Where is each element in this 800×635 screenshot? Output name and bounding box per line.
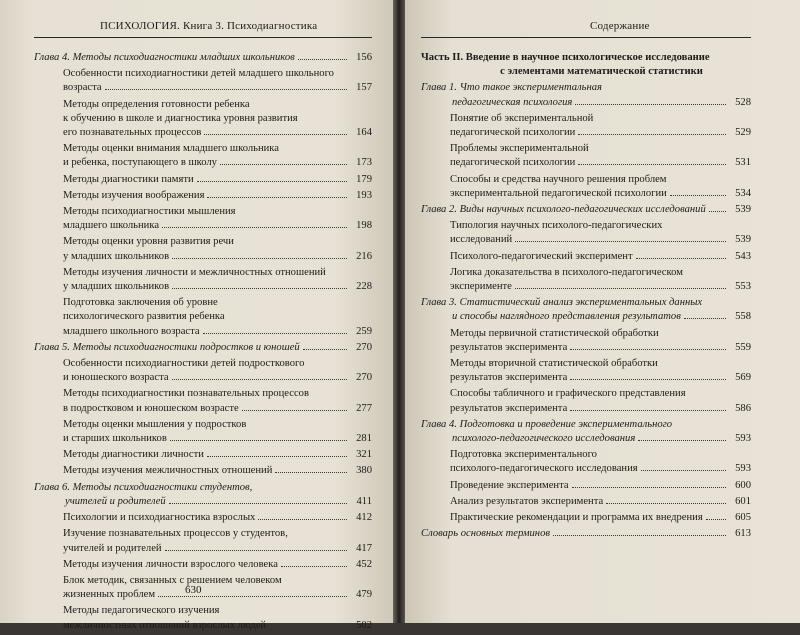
entry-title: Психолого-педагогический эксперимент [450, 250, 633, 262]
dot-leader [709, 211, 726, 212]
entry-title: у младших школьников [63, 250, 170, 262]
dot-leader [207, 456, 347, 457]
toc-chapter-entry [421, 81, 751, 109]
entry-title: Практические рекомендации и программа их внедрения [450, 512, 703, 524]
toc-chapter-entry [421, 418, 751, 446]
dot-leader [303, 349, 347, 350]
entry-page-number: 529 [735, 127, 751, 139]
entry-title: учителей и родителей [63, 542, 162, 554]
toc-list [34, 51, 372, 635]
dot-leader [515, 288, 726, 289]
dot-leader [172, 258, 347, 259]
dot-leader [158, 596, 347, 597]
dot-leader [684, 318, 726, 319]
dot-leader [606, 503, 726, 504]
entry-page-number: 228 [356, 281, 372, 293]
dot-leader [207, 197, 347, 198]
entry-page-number: 417 [356, 542, 372, 554]
toc-section-entry [421, 357, 751, 385]
entry-title: Методы изучения межличностных отношений [63, 465, 273, 477]
dot-leader [169, 503, 347, 504]
entry-page-number: 380 [356, 465, 372, 477]
entry-page-number: 164 [356, 127, 372, 139]
entry-title: Методы определения готовности ребенка [63, 98, 250, 110]
dot-leader [220, 164, 347, 165]
dot-leader [172, 379, 347, 380]
entry-page-number: 593 [735, 433, 751, 445]
entry-title: Методы педагогического изучения [63, 605, 220, 617]
dot-leader [298, 59, 347, 60]
entry-page-number: 277 [356, 402, 372, 414]
toc-section-entry [34, 448, 372, 462]
toc-section-entry [421, 173, 751, 201]
entry-title: Изучение познавательных процессов у студентов, [63, 528, 288, 540]
dot-leader [575, 104, 726, 105]
entry-page-number: 321 [356, 449, 372, 461]
entry-title: к обучению в школе и диагностика уровня развития [63, 112, 298, 124]
toc-section-entry [34, 574, 372, 602]
left-page [0, 0, 393, 631]
entry-title: Словарь основных терминов [421, 528, 550, 540]
dot-leader [670, 195, 726, 196]
book-gutter [393, 0, 405, 623]
entry-title: и ребенка, поступающего в школу [63, 157, 217, 169]
entry-title: Глава 2. Виды научных психолого-педагогических исследований [421, 204, 706, 216]
entry-page-number: 502 [356, 619, 372, 631]
entry-page-number: 270 [356, 341, 372, 353]
dot-leader [105, 89, 347, 90]
entry-page-number: 601 [735, 495, 751, 507]
entry-title: Часть II. Введение в научное психологическое исследование [421, 52, 710, 63]
entry-page-number: 216 [356, 250, 372, 262]
entry-title: Глава 1. Что такое экспериментальная [421, 82, 602, 94]
dot-leader [641, 470, 726, 471]
toc-section-entry [421, 511, 751, 525]
entry-title: Глава 4. Подготовка и проведение экспериментального [421, 418, 673, 430]
entry-title: Особенности психодиагностики детей младшего школьного [63, 68, 334, 80]
entry-title: у младших школьников [63, 281, 170, 293]
dot-leader [570, 410, 726, 411]
toc-section-entry [34, 527, 372, 555]
toc-chapter-entry [34, 481, 372, 509]
entry-title: педагогической психологии [450, 157, 576, 169]
entry-title: Методы изучения личности взрослого человека [63, 558, 278, 570]
dot-leader [578, 134, 726, 135]
entry-page-number: 534 [735, 187, 751, 199]
entry-title: Глава 6. Методы психодиагностики студентов, [34, 481, 253, 493]
entry-title: Понятие об экспериментальной [450, 112, 594, 124]
header-rule [34, 37, 372, 38]
entry-title: педагогической психологии [450, 127, 576, 139]
entry-title: Анализ результатов эксперимента [450, 495, 604, 507]
toc-section-entry [34, 205, 372, 233]
toc-section-entry [34, 296, 372, 339]
entry-title: Глава 3. Статистический анализ экспериментальных данных [421, 297, 703, 309]
entry-title: Типология научных психолого-педагогических [450, 220, 663, 232]
page-number: 630 [185, 584, 202, 596]
toc-section-entry [34, 189, 372, 203]
entry-title: с элементами математической статистики [500, 66, 703, 78]
toc-section-entry [421, 479, 751, 493]
entry-title: младшего школьного возраста [63, 325, 200, 337]
entry-page-number: 193 [356, 189, 372, 201]
dot-leader [515, 241, 726, 242]
toc-section-entry [34, 464, 372, 478]
entry-title: психолого-педагогического исследования [450, 463, 638, 475]
toc-chapter-entry [34, 51, 372, 65]
dot-leader [636, 258, 726, 259]
entry-title: межличностных отношений взрослых людей [63, 619, 267, 631]
entry-title: эксперименте [450, 281, 512, 293]
dot-leader [162, 227, 347, 228]
entry-title: результатов эксперимента [450, 372, 568, 384]
dot-leader [572, 487, 726, 488]
toc-part-heading [421, 51, 751, 79]
toc-section-entry [34, 604, 372, 632]
toc-section-entry [421, 219, 751, 247]
dot-leader [269, 627, 347, 628]
entry-title: и способы наглядного представления результатов [452, 311, 681, 323]
entry-title: в подростковом и юношеском возрасте [63, 402, 239, 414]
header-rule [421, 37, 751, 38]
entry-title: Логика доказательства в психолого-педагогическом [450, 266, 683, 278]
entry-page-number: 605 [735, 512, 751, 524]
dot-leader [570, 349, 726, 350]
toc-section-entry [421, 387, 751, 415]
entry-page-number: 528 [735, 96, 751, 108]
entry-title: Методы изучения воображения [63, 189, 205, 201]
entry-title: исследований [450, 234, 513, 246]
dot-leader [570, 379, 726, 380]
dot-leader [578, 164, 726, 165]
entry-title: Методы вторичной статистической обработки [450, 358, 658, 370]
entry-title: Глава 5. Методы психодиагностики подростков и юношей [34, 341, 300, 353]
toc-section-entry [421, 112, 751, 140]
entry-page-number: 553 [735, 281, 751, 293]
toc-section-entry [34, 357, 372, 385]
entry-title: учителей и родителей [65, 495, 166, 507]
entry-page-number: 586 [735, 402, 751, 414]
toc-section-entry [34, 235, 372, 263]
toc-section-entry [34, 142, 372, 170]
entry-title: младшего школьника [63, 220, 160, 232]
toc-section-entry [421, 448, 751, 476]
entry-page-number: 411 [356, 495, 372, 507]
entry-title: возраста [63, 82, 102, 94]
right-page [405, 0, 800, 623]
entry-title: Подготовка экспериментального [450, 449, 597, 461]
entry-page-number: 539 [735, 234, 751, 246]
entry-page-number: 531 [735, 157, 751, 169]
dot-leader [170, 440, 347, 441]
toc-section-entry [421, 142, 751, 170]
toc-section-entry [34, 98, 372, 141]
entry-page-number: 479 [356, 589, 372, 601]
entry-title: жизненных проблем [63, 589, 156, 601]
entry-page-number: 452 [356, 558, 372, 570]
dot-leader [706, 519, 726, 520]
entry-page-number: 569 [735, 372, 751, 384]
toc-list [421, 51, 751, 544]
entry-page-number: 157 [356, 82, 372, 94]
toc-section-entry [34, 173, 372, 187]
toc-chapter-entry [421, 527, 751, 541]
entry-title: его познавательных процессов [63, 127, 202, 139]
dot-leader [275, 472, 347, 473]
entry-title: и юношеского возраста [63, 372, 169, 384]
entry-page-number: 412 [356, 512, 372, 524]
entry-page-number: 281 [356, 433, 372, 445]
toc-chapter-entry [421, 296, 751, 324]
entry-title: Методы психодиагностики познавательных процессов [63, 388, 309, 400]
entry-page-number: 179 [356, 173, 372, 185]
entry-title: психологического развития ребенка [63, 311, 225, 323]
dot-leader [281, 566, 347, 567]
toc-section-entry [421, 495, 751, 509]
entry-page-number: 613 [735, 528, 751, 540]
entry-title: и старших школьников [63, 433, 167, 445]
dot-leader [197, 181, 347, 182]
dot-leader [258, 519, 347, 520]
dot-leader [638, 440, 726, 441]
entry-title: экспериментальной педагогической психологии [450, 187, 667, 199]
entry-page-number: 198 [356, 220, 372, 232]
dot-leader [204, 134, 347, 135]
entry-title: Методы первичной статистической обработки [450, 327, 659, 339]
toc-section-entry [34, 67, 372, 95]
toc-section-entry [34, 511, 372, 525]
dot-leader [203, 333, 347, 334]
entry-page-number: 270 [356, 372, 372, 384]
entry-title: Методы психодиагностики мышления [63, 206, 236, 218]
toc-section-entry [34, 266, 372, 294]
entry-title: Методы диагностики личности [63, 449, 204, 461]
toc-section-entry [421, 327, 751, 355]
entry-title: Методы оценки уровня развития речи [63, 236, 234, 248]
dot-leader [553, 535, 726, 536]
entry-page-number: 558 [735, 311, 751, 323]
entry-title: Глава 4. Методы психодиагностики младших школьников [34, 52, 295, 63]
dot-leader [242, 410, 347, 411]
entry-title: Особенности психодиагностики детей подросткового [63, 358, 305, 370]
entry-page-number: 600 [735, 479, 751, 491]
toc-section-entry [34, 418, 372, 446]
entry-title: Способы и средства научного решения проблем [450, 173, 667, 185]
entry-title: психолого-педагогического исследования [452, 433, 636, 445]
toc-chapter-entry [34, 341, 372, 355]
entry-page-number: 593 [735, 463, 751, 475]
entry-title: результатов эксперимента [450, 341, 568, 353]
entry-title: Психологии и психодиагностика взрослых [63, 512, 256, 524]
toc-section-entry [421, 250, 751, 264]
entry-title: результатов эксперимента [450, 402, 568, 414]
entry-title: Блок методик, связанных с решением человеком [63, 574, 282, 586]
entry-page-number: 539 [735, 204, 751, 216]
running-head: ПСИХОЛОГИЯ. Книга 3. Психодиагностика [100, 20, 318, 32]
toc-section-entry [34, 558, 372, 572]
entry-title: Методы изучения личности и межличностных отношений [63, 266, 326, 278]
entry-title: педагогическая психология [452, 96, 573, 108]
entry-title: Способы табличного и графического представления [450, 388, 686, 400]
entry-title: Методы диагностики памяти [63, 173, 194, 185]
entry-title: Подготовка заключения об уровне [63, 297, 218, 309]
entry-page-number: 259 [356, 325, 372, 337]
entry-title: Проблемы экспериментальной [450, 143, 589, 155]
entry-page-number: 156 [356, 52, 372, 63]
dot-leader [172, 288, 347, 289]
dot-leader [165, 550, 347, 551]
entry-title: Методы оценки мышления у подростков [63, 418, 247, 430]
toc-section-entry [421, 266, 751, 294]
entry-page-number: 173 [356, 157, 372, 169]
running-head: Содержание [590, 20, 650, 32]
entry-title: Проведение эксперимента [450, 479, 569, 491]
toc-chapter-entry [421, 203, 751, 217]
entry-page-number: 559 [735, 341, 751, 353]
toc-section-entry [34, 387, 372, 415]
entry-title: Методы оценки внимания младшего школьника [63, 143, 279, 155]
entry-page-number: 543 [735, 250, 751, 262]
